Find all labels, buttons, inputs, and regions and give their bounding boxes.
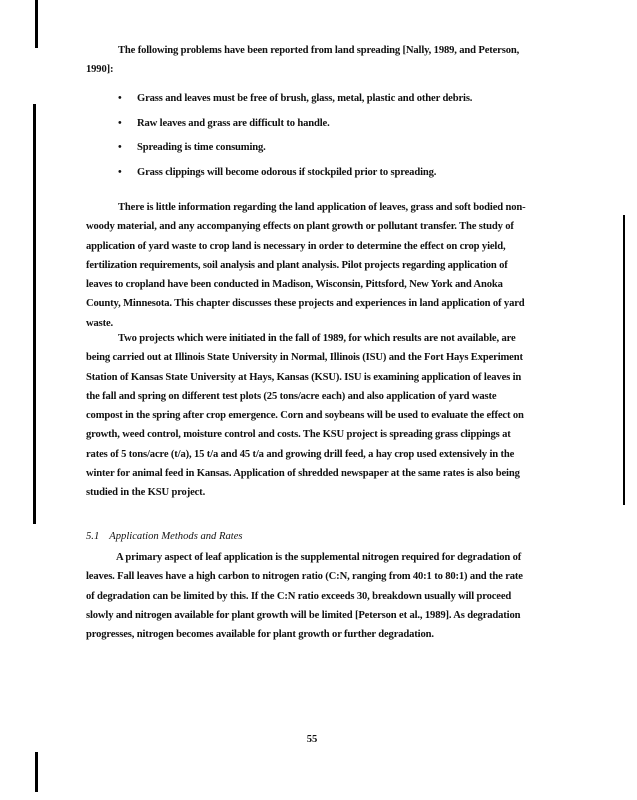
scan-edge-mark bbox=[35, 0, 38, 48]
body-paragraph: A primary aspect of leaf application is the supplemental nitrogen required for degradation of leaves. Fall leaves have a high carbon to nitrogen ratio (C:N, ranging from 40:1 to 80:1) and the rate of degradation can be limited by this. If the C:N ratio exceeds 30, breakdown usually will proceed slowly and nitrogen available for plant growth will be limited [Peterson et al., 1989]. As degradation progresses, nitrogen becomes available for plant growth or further degradation. bbox=[86, 552, 523, 641]
intro-paragraph: The following problems have been reported from land spreading [Nally, 1989, and Peterson, 1990]: bbox=[86, 45, 520, 76]
page-number: 55 bbox=[306, 734, 318, 745]
section-title: Application Methods and Rates bbox=[109, 531, 243, 542]
scan-edge-mark bbox=[33, 104, 36, 524]
body-paragraph: There is little information regarding the land application of leaves, grass and soft bodied non-woody material, and any accompanying effects on plant growth or pollutant transfer. The study of application of yard waste to crop land is necessary in order to determine the effect on crop yield, fertilization requirements, soil analysis and plant analysis. Pilot projects regarding application of leaves to cropland have been conducted in Madison, Wisconsin, Pittsford, New York and Anoka County, Minnesota. This chapter discusses these projects and experiences in land application of yard waste. bbox=[86, 202, 526, 329]
list-item: • Grass and leaves must be free of brush, glass, metal, plastic and other debris. bbox=[118, 87, 518, 112]
list-item: • Raw leaves and grass are difficult to handle. bbox=[118, 112, 518, 137]
problem-list bbox=[118, 87, 518, 186]
section-heading bbox=[86, 527, 243, 546]
section-number: 5.1 bbox=[86, 531, 100, 542]
scan-edge-mark bbox=[35, 752, 38, 792]
body-paragraph: Two projects which were initiated in the fall of 1989, for which results are not available, are being carried out at Illinois State University in Normal, Illinois (ISU) and the Fort Hays Experiment Station of Kansas State University at Hays, Kansas (KSU). ISU is examining application of leaves in the fall and spring on different test plots (25 tons/acre each) and also application of yard waste compost in the spring after crop emergence. Corn and soybeans will be used to evaluate the effect on growth, weed control, moisture control and costs. The KSU project is spreading grass clippings at rates of 5 tons/acre (t/a), 15 t/a and 45 t/a and growing drill feed, a hay crop used extensively in the winter for animal feed in Kansas. Application of shredded newspaper at the same rates is also being studied in the KSU project. bbox=[86, 333, 524, 499]
list-item: • Grass clippings will become odorous if stockpiled prior to spreading. bbox=[118, 161, 518, 186]
scan-edge-mark bbox=[623, 215, 625, 505]
list-item: • Spreading is time consuming. bbox=[118, 136, 518, 161]
